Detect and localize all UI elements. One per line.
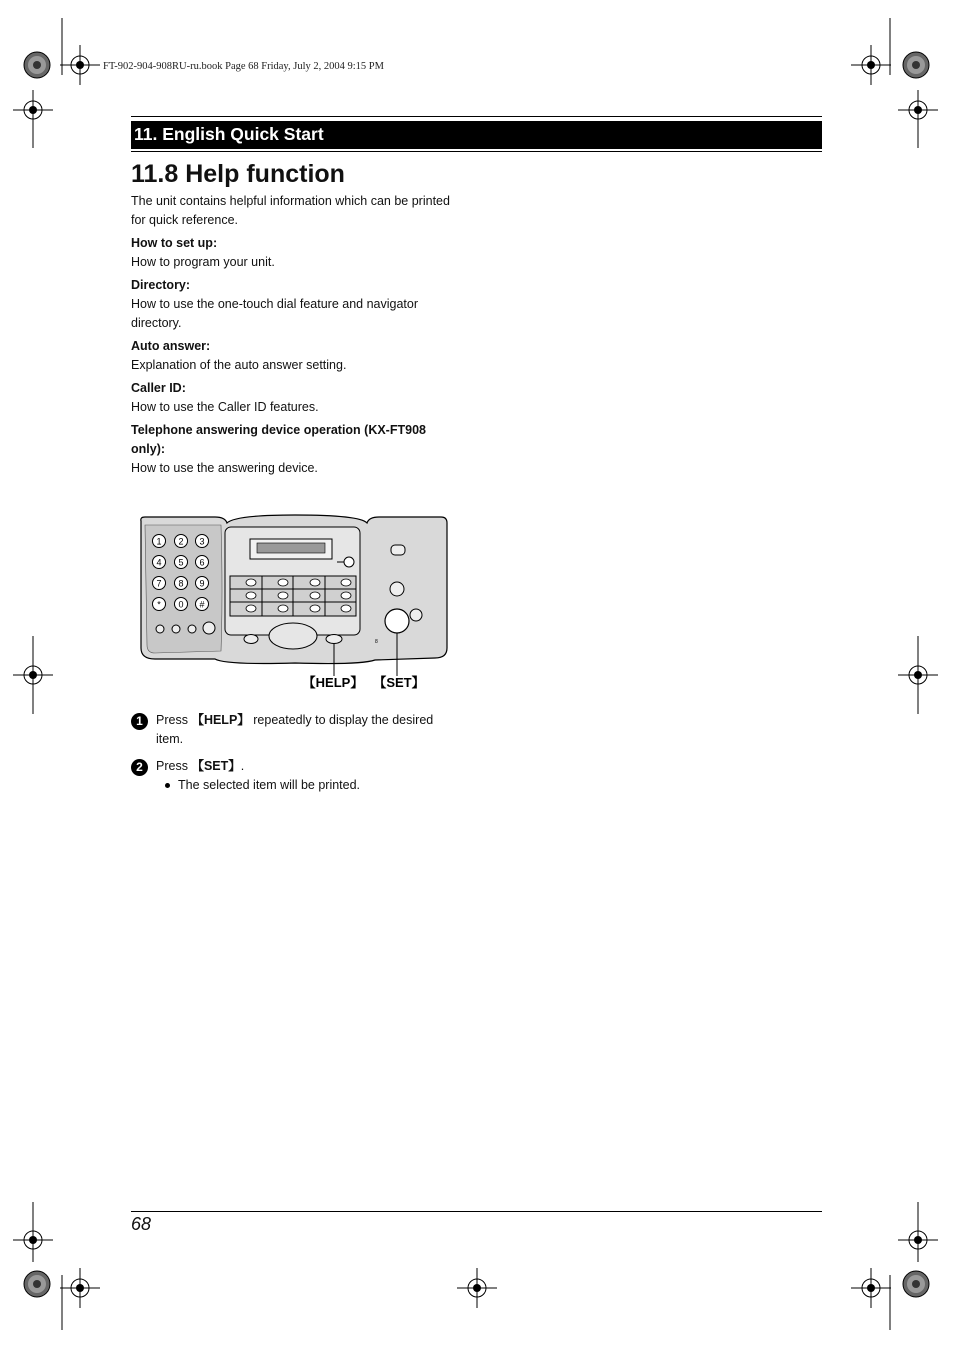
step-text: repeatedly to display the desired item. [156,713,434,746]
section-rule [131,151,822,152]
page-title: 11.8 Help function [131,160,345,188]
top-rule [131,116,822,117]
key-label: 8 [178,578,184,589]
key-6 [196,556,209,569]
topic-title: Caller ID: [131,381,186,395]
key-1 [153,535,166,548]
help-topics-list [131,234,451,482]
fax-control-panel-illustration [135,513,451,695]
help-callout: 【HELP】 [302,675,364,690]
step-text: Press [156,713,192,727]
topic-desc: How to use the answering device. [131,461,318,475]
key-2 [175,535,188,548]
set-button-drawing [385,609,409,633]
key-8 [175,577,188,590]
bullet-text: The selected item will be printed. [178,778,361,792]
topic-desc: How to program your unit. [131,255,275,269]
step-number-badge: 2 [131,759,148,776]
key-label: 2 [178,536,184,547]
svg-text:8: 8 [375,639,378,645]
topic-auto-answer [131,337,451,375]
topic-title: How to set up: [131,236,218,250]
key-label: 1 [156,536,162,547]
section-title: 11. English Quick Start [134,124,324,144]
topic-answering-device [131,421,451,478]
key-label: 6 [199,557,205,568]
key-label: 5 [178,557,184,568]
key-7 [153,577,166,590]
key-star [153,598,166,611]
key-label: 3 [199,536,205,547]
key-label: 7 [156,578,162,589]
step-text: Press [156,759,192,773]
topic-caller-id [131,379,451,417]
topic-how-to-set-up [131,234,451,272]
help-button-drawing [326,635,342,644]
section-bar [131,121,822,149]
page-number: 68 [131,1214,152,1234]
key-hash [196,598,209,611]
step-bullet [156,776,451,795]
footer-rule [131,1211,822,1212]
set-callout: 【SET】 [373,675,425,690]
topic-desc: How to use the one-touch dial feature and navigator directory. [131,297,418,330]
step-number-badge: 1 [131,713,148,730]
step-2 [131,757,451,795]
key-label: 4 [156,557,162,568]
print-header: FT-902-904-908RU-ru.book Page 68 Friday, July 2, 2004 9:15 PM [103,61,384,72]
key-label: 0 [178,599,184,610]
key-label: 9 [199,578,205,589]
topic-title: Telephone answering device operation (KX-FT908 only): [131,423,426,456]
set-key-label: 【SET】 [191,759,241,773]
key-9 [196,577,209,590]
key-3 [196,535,209,548]
topic-directory [131,276,451,333]
key-0 [175,598,188,611]
key-label: # [199,599,205,610]
topic-desc: Explanation of the auto answer setting. [131,358,347,372]
steps-list [131,711,451,803]
intro-paragraph: The unit contains helpful information which can be printed for quick reference. [131,194,450,227]
key-label: * [157,599,161,610]
topic-title: Auto answer: [131,339,211,353]
topic-title: Directory: [131,278,191,292]
key-4 [153,556,166,569]
key-5 [175,556,188,569]
step-text: . [240,759,245,773]
help-key-label: 【HELP】 [191,713,250,727]
step-1 [131,711,451,749]
topic-desc: How to use the Caller ID features. [131,400,319,414]
